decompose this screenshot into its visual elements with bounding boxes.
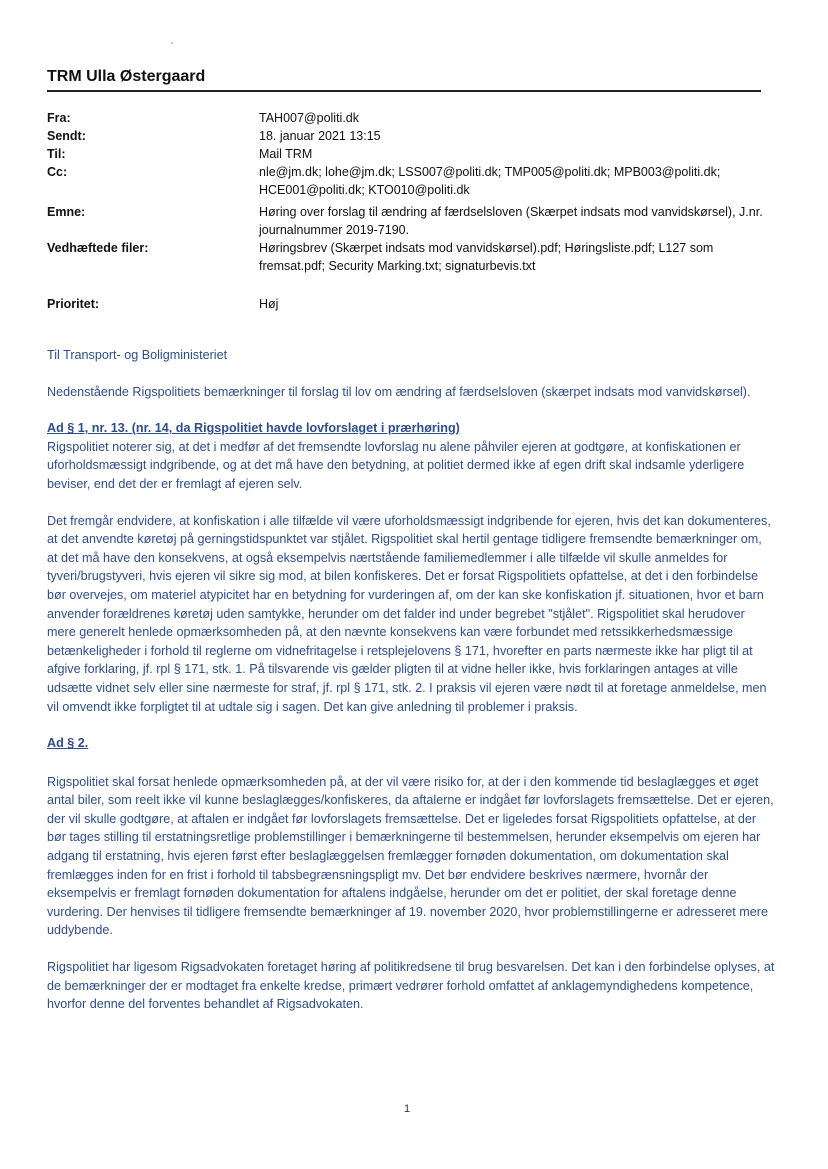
email-header (47, 109, 767, 313)
subject-value: Høring over forslag til ændring af færdselsloven (Skærpet indsats mod vanvidskørsel), J.nr. journalnummer 2019-7190. (259, 205, 763, 237)
cc-label: Cc: (47, 165, 68, 179)
section1-heading: Ad § 1, nr. 13. (nr. 14, da Rigspolitiet havde lovforslaget i prærhøring) (47, 421, 460, 436)
from-label: Fra: (47, 111, 71, 125)
cc-value: nle@jm.dk; lohe@jm.dk; LSS007@politi.dk; TMP005@politi.dk; MPB003@politi.dk; HCE001@politi.dk; KTO010@politi.dk (259, 165, 721, 197)
section2-heading: Ad § 2. (47, 736, 89, 751)
header-row-sent (47, 127, 767, 145)
intro-paragraph: Nedenstående Rigspolitiets bemærkninger til forslag til lov om ændring af færdselsloven (skærpet indsats mod vanvidskørsel). (47, 384, 751, 399)
to-value: Mail TRM (259, 147, 313, 161)
section2-paragraph-1: Rigspolitiet skal forsat henlede opmærksomheden på, at der vil være risiko for, at der i den kommende tid beslaglægges et øget antal biler, som reelt ikke vil kunne beslaglægges/konfiskeres, da aftalerne er indgået før lovforslagets fremsættelse. Det er ejeren, der vil skulle godtgøre, at aftalen er indgået før lovforslagets fremsættelse. Det er ligeledes forsat Rigspolitiets opfattelse, at der bør tages stilling til erstatningsretlige problemstillinger i bemærkningerne til bestemmelsen, herunder eksempelvis om ejeren har adgang til erstatning, hvis ejeren først efter beslaglæggelsen fremlægger fornøden dokumentation, om dokumentation skal fremlægges inden for en frist i forhold til tabsbegrænsningspligt mv. Det bør endvidere beskrives nærmere, hvornår der eksempelvis er fremlagt fornøden dokumentation for aftalens indgåelse, herunder om det er politiet, der skal foretage denne vurdering. Der henvises til tidligere fremsendte bemærkninger af 19. november 2020, hvor problemstillingerne er adresseret mere uddybende. (47, 774, 774, 938)
sent-label: Sendt: (47, 129, 86, 143)
header-row-subject (47, 203, 767, 239)
scan-speck (171, 42, 173, 44)
subject-label: Emne: (47, 205, 86, 219)
to-label: Til: (47, 147, 66, 161)
header-row-priority (47, 295, 767, 313)
mailbox-title: TRM Ulla Østergaard (47, 68, 206, 85)
attachments-value: Høringsbrev (Skærpet indsats mod vanvidskørsel).pdf; Høringsliste.pdf; L127 som fremsat.pdf; Security Marking.txt; signaturbevis.txt (259, 241, 714, 273)
salutation: Til Transport- og Boligministeriet (47, 348, 228, 362)
section2-paragraph-2: Rigspolitiet har ligesom Rigsadvokaten foretaget høring af politikredsene til brug besvarelsen. Det kan i den forbindelse oplyses, at de bemærkninger der er modtaget fra enkelte kredse, primært vedrører forhold omfattet af anklagemyndighedens kompetence, hvorfor denne del forventes behandlet af Rigsadvokaten. (47, 960, 775, 1012)
from-value: TAH007@politi.dk (259, 111, 359, 125)
letter-body (47, 346, 775, 1032)
title-divider (47, 90, 761, 92)
section1-paragraph-1: Rigspolitiet noterer sig, at det i medfør af det fremsendte lovforslag nu alene påhviler ejeren at godtgøre, at konfiskationen er uforholdsmæssigt indgribende, og at det må have den betydning, at politiet dermed ikke af egen drift skal indsamle yderligere beviser, end det der er fremlagt af ejeren selv. (47, 439, 745, 491)
page-number: 1 (404, 1103, 411, 1115)
priority-value: Høj (259, 297, 279, 311)
section1-paragraph-2: Det fremgår endvidere, at konfiskation i alle tilfælde vil være uforholdsmæssigt indgribende for ejeren, hvis det kan dokumenteres, at det anvendte køretøj på gerningstidspunktet var stjålet. Rigspolitiet skal hertil gentage tidligere fremsendte bemærkninger om, at det må have den konsekvens, at også eksempelvis nærtstående familiemedlemmer i alle tilfælde vil skulle anmeldes for tyveri/brugstyveri, hvis ejeren vil sikre sig mod, at bilen konfiskeres. Det er forsat Rigspolitiets opfattelse, at det i den forbindelse bør overvejes, om materiel atypicitet har en betydning for vurderingen af, om der kan ske konfiskation jf. situationen, hvor et barn anvender forældrenes køretøj uden samtykke, herunder om det falder ind under begrebet "stjålet". Rigspolitiet skal herudover mere generelt henlede opmærksomheden på, at den nævnte konsekvens kan være forbundet med retssikkerhedsmæssige betænkeligheder i forhold til reglerne om vidnefritagelse i retsplejelovens § 171, hvorefter en parts nærmeste ikke har pligt til at afgive forklaring, jf. rpl § 171, stk. 1. På tilsvarende vis gælder pligten til at vidne heller ikke, hvis forklaringen antages at ville udsætte vidnet selv eller sine nærmeste for straf, jf. rpl § 171, stk. 2. I praksis vil ejeren være nødt til at foretage anmeldelse, men vil omvendt ikke forpligtet til at udtale sig i sagen. Det kan give anledning til problemer i praksis. (47, 513, 771, 714)
header-row-attachments (47, 239, 767, 275)
sent-value: 18. januar 2021 13:15 (259, 129, 381, 143)
header-row-cc (47, 163, 767, 199)
header-row-from (47, 109, 767, 127)
attachments-label: Vedhæftede filer: (47, 241, 149, 255)
priority-label: Prioritet: (47, 297, 100, 311)
header-row-to (47, 145, 767, 163)
